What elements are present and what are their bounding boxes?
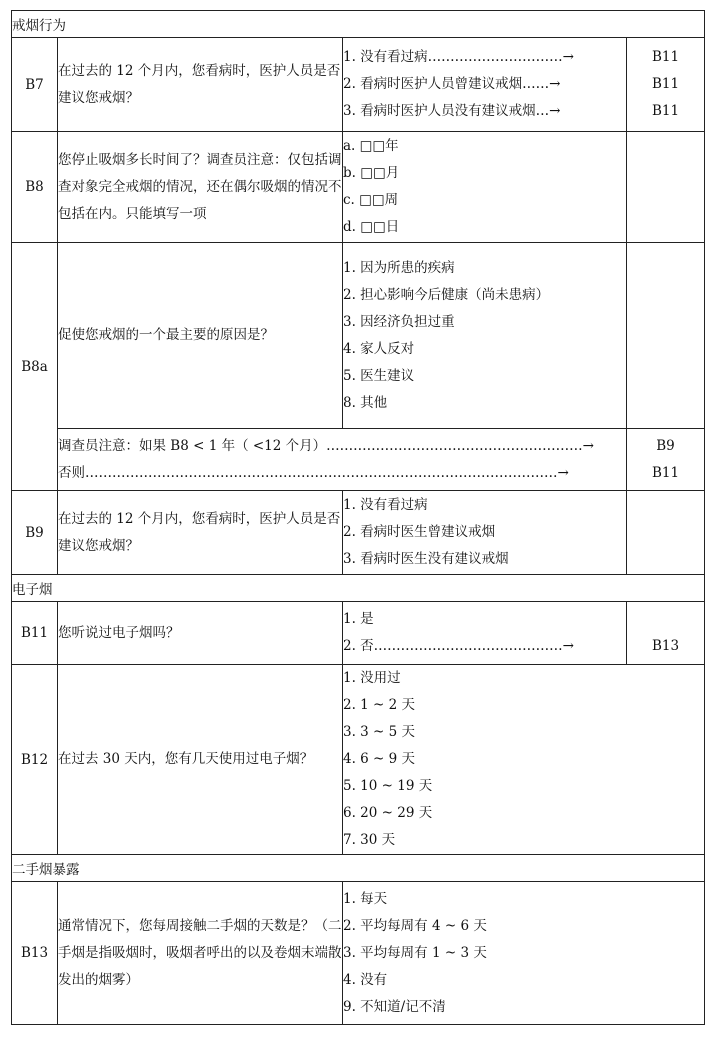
option-item: 8. 其他 <box>343 394 388 411</box>
option-item: 6. 20 ~ 29 天 <box>343 805 433 821</box>
option-item: b. □□月 <box>343 165 400 181</box>
option-item: 9. 不知道/记不清 <box>343 998 446 1015</box>
option-item: 1. 是 <box>343 611 374 627</box>
section-header-smoking-behavior: 戒烟行为 <box>12 11 705 38</box>
question-code: B11 <box>12 602 58 665</box>
question-text-b8: 您停止吸烟多长时间了？调查员注意：仅包括调查对象完全戒烟的情况，还在偶尔吸烟的情况不包括在内。只能填写一项 <box>58 132 343 243</box>
option-item: 4. 6 ~ 9 天 <box>343 751 416 767</box>
options-b13 <box>343 882 705 1025</box>
skip-note-b8a <box>627 429 705 491</box>
option-item: 1. 每天 <box>343 890 388 907</box>
questionnaire-table <box>11 10 705 1025</box>
skip-b7 <box>627 38 705 132</box>
question-code: B9 <box>12 491 58 575</box>
option-item: d. □□日 <box>343 219 400 235</box>
option-item: 3. 看病时医生没有建议戒烟 <box>343 551 509 567</box>
skip-target <box>627 606 704 633</box>
option-item: 2. 担心影响今后健康（尚未患病） <box>343 286 550 303</box>
option-item: 3. 3 ~ 5 天 <box>343 724 416 740</box>
option-item: 2. 1 ~ 2 天 <box>343 697 416 713</box>
question-code: B8 <box>12 132 58 243</box>
skip-b8 <box>627 132 705 243</box>
option-item: 2. 平均每周有 4 ~ 6 天 <box>343 917 487 934</box>
skip-target: B11 <box>651 76 680 92</box>
option-item: 3. 看病时医护人员没有建议戒烟…→ <box>343 103 561 119</box>
question-text-b8a: 促使您戒烟的一个最主要的原因是？ <box>58 243 343 429</box>
options-b7 <box>343 38 627 132</box>
option-item: 5. 10 ~ 19 天 <box>343 778 433 794</box>
option-item: a. □□年 <box>343 138 399 154</box>
questionnaire <box>11 10 705 1025</box>
options-b11 <box>343 602 627 665</box>
question-text-b11: 您听说过电子烟吗？ <box>58 602 343 665</box>
skip-target: B11 <box>651 49 680 65</box>
question-text-b12: 在过去 30 天内，您有几天使用过电子烟？ <box>58 665 343 855</box>
option-item: 4. 没有 <box>343 971 388 988</box>
option-item: 7. 30 天 <box>343 832 396 848</box>
skip-b9 <box>627 491 705 575</box>
skip-b8a <box>627 243 705 429</box>
options-b8a <box>343 243 627 429</box>
option-item: 1. 没用过 <box>343 670 401 686</box>
skip-target: B11 <box>651 103 680 119</box>
question-code: B8a <box>12 243 58 491</box>
note-line: 调查员注意：如果 B8 < 1 年（ <12 个月）…………………………………………………→ <box>58 437 594 454</box>
section-header-secondhand-smoke: 二手烟暴露 <box>12 855 705 882</box>
option-item: 3. 平均每周有 1 ~ 3 天 <box>343 944 487 961</box>
option-item: 4. 家人反对 <box>343 340 415 357</box>
options-b12 <box>343 665 705 855</box>
skip-target: B9 <box>656 437 675 454</box>
option-item: 2. 看病时医生曾建议戒烟 <box>343 524 496 540</box>
options-b9 <box>343 491 627 575</box>
skip-target: B13 <box>651 638 680 654</box>
option-item: 2. 看病时医护人员曾建议戒烟……→ <box>343 76 561 92</box>
option-item: 2. 否……………………………………→ <box>343 638 574 654</box>
option-item: 5. 医生建议 <box>343 367 415 384</box>
option-item: 3. 因经济负担过重 <box>343 313 455 330</box>
skip-target: B11 <box>651 464 680 481</box>
section-header-e-cigarette: 电子烟 <box>12 575 705 602</box>
note-line: 否则……………………………………………………………………………………………→ <box>58 464 569 481</box>
interviewer-note-b8a <box>58 429 627 491</box>
question-code: B13 <box>12 882 58 1025</box>
option-item: c. □□周 <box>343 192 399 208</box>
question-code: B7 <box>12 38 58 132</box>
options-b8 <box>343 132 627 243</box>
option-item: 1. 没有看过病 <box>343 497 428 513</box>
question-text-b9: 在过去的 12 个月内，您看病时，医护人员是否建议您戒烟？ <box>58 491 343 575</box>
question-text-b13: 通常情况下，您每周接触二手烟的天数是？（二手烟是指吸烟时，吸烟者呼出的以及卷烟末端散发出的烟雾） <box>58 882 343 1025</box>
skip-b11 <box>627 602 705 665</box>
question-code: B12 <box>12 665 58 855</box>
option-item: 1. 没有看过病…………………………→ <box>343 49 574 65</box>
question-text-b7: 在过去的 12 个月内，您看病时，医护人员是否建议您戒烟？ <box>58 38 343 132</box>
option-item: 1. 因为所患的疾病 <box>343 259 455 276</box>
